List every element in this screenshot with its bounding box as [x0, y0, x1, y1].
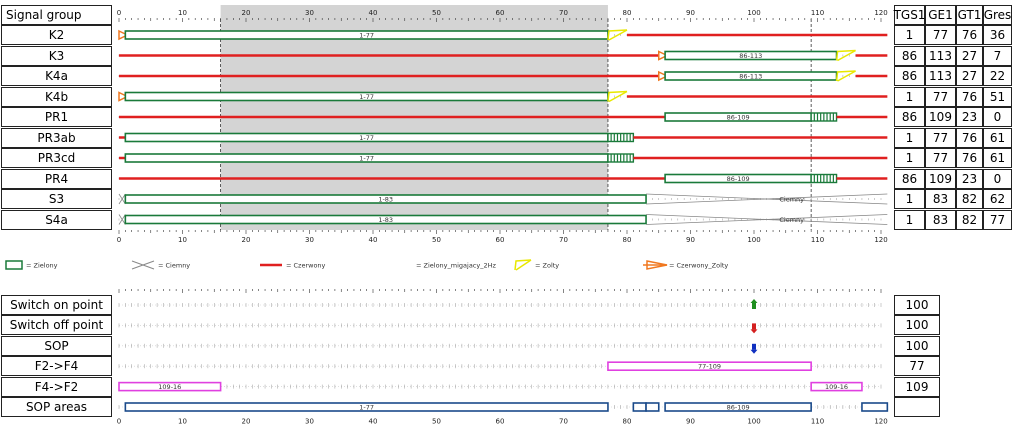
axis-label-lower: 30 [305, 417, 314, 426]
table-header-2: GT1 [956, 5, 983, 25]
axis-label-bottom: 50 [432, 236, 441, 244]
axis-label-bottom: 10 [178, 236, 187, 244]
table-header-0: TGS1 [894, 5, 925, 25]
axis-label-lower: 0 [116, 417, 122, 426]
signal-value-3: 22 [983, 66, 1012, 86]
axis-label-top: 110 [810, 9, 825, 17]
segment-label: Ciemny [779, 216, 805, 224]
axis-label-lower: 20 [241, 417, 251, 426]
axis-label-bottom: 20 [241, 236, 251, 244]
segment-label: 1-77 [359, 134, 375, 142]
signal-value-0: 1 [894, 87, 925, 107]
signal-value-0: 86 [894, 169, 925, 189]
axis-label-lower: 80 [622, 417, 632, 426]
signal-group-label: PR3ab [1, 128, 112, 148]
signal-value-0: 1 [894, 25, 925, 45]
signal-value-3: 77 [983, 210, 1012, 230]
signal-value-3: 0 [983, 169, 1012, 189]
legend-label: = Ciemny [158, 261, 191, 270]
table-header-3: Gres [983, 5, 1012, 25]
axis-label-top: 60 [495, 9, 505, 17]
signal-group-label: K3 [1, 46, 112, 66]
signal-value-1: 77 [925, 128, 956, 148]
axis-label-bottom: 30 [305, 236, 314, 244]
axis-label-lower: 70 [559, 417, 568, 426]
segment-label: 1-83 [378, 195, 394, 204]
sop-bar-label: 86-109 [726, 403, 750, 412]
signal-value-2: 76 [956, 25, 983, 45]
sop-marker-arrow [751, 299, 758, 303]
signal-value-0: 1 [894, 128, 925, 148]
axis-label-bottom: 0 [116, 236, 122, 244]
axis-label-top: 70 [559, 9, 568, 17]
sop-row-label: Switch off point [1, 315, 112, 335]
signal-value-0: 86 [894, 107, 925, 127]
segment-label: 1-83 [378, 216, 394, 224]
axis-label-bottom: 40 [368, 236, 378, 244]
sop-row-label: SOP areas [1, 397, 112, 417]
axis-label-top: 90 [686, 9, 695, 17]
sop-row-label: Switch on point [1, 295, 112, 315]
sop-row-value: 100 [894, 295, 940, 315]
legend-label: = Zielony [26, 261, 58, 270]
sop-bar-label: 109-16 [158, 383, 182, 392]
signal-value-1: 109 [925, 107, 956, 127]
header-signal-group: Signal group [1, 5, 112, 25]
table-header-1: GE1 [925, 5, 956, 25]
legend-label: = Zolty [535, 261, 560, 270]
signal-group-label: K2 [1, 25, 112, 45]
axis-label-top: 50 [432, 9, 441, 17]
sop-bar [646, 403, 659, 411]
axis-label-top: 100 [747, 9, 761, 17]
legend-flash-icon [388, 261, 412, 269]
signal-value-3: 7 [983, 46, 1012, 66]
signal-value-3: 0 [983, 107, 1012, 127]
axis-label-top: 20 [241, 9, 251, 17]
axis-label-top: 120 [874, 9, 888, 17]
signal-group-label: PR3cd [1, 148, 112, 168]
signal-group-label: K4b [1, 87, 112, 107]
signal-group-label: S3 [1, 189, 112, 209]
segment-label: 86-113 [739, 72, 763, 81]
segment-label: 86-109 [726, 175, 750, 183]
signal-value-2: 23 [956, 169, 983, 189]
signal-value-0: 1 [894, 189, 925, 209]
signal-value-3: 36 [983, 25, 1012, 45]
segment-label: 86-109 [726, 113, 750, 122]
signal-value-1: 113 [925, 66, 956, 86]
axis-label-bottom: 110 [810, 236, 825, 244]
axis-label-lower: 90 [686, 417, 695, 426]
sop-marker-icon [752, 344, 756, 350]
axis-label-lower: 60 [495, 417, 505, 426]
signal-value-3: 62 [983, 189, 1012, 209]
sop-row-label: F4->F2 [1, 377, 112, 397]
axis-label-top: 40 [368, 9, 378, 17]
sop-row-label: SOP [1, 336, 112, 356]
segment-label: 1-77 [359, 93, 375, 101]
signal-value-1: 113 [925, 46, 956, 66]
sop-marker-icon [752, 303, 756, 309]
legend-label: = Zielony_migajacy_2Hz [416, 261, 496, 270]
signal-value-2: 76 [956, 148, 983, 168]
sop-marker-arrow [751, 350, 758, 354]
sop-marker-arrow [751, 329, 758, 333]
signal-value-0: 86 [894, 66, 925, 86]
sop-bar [633, 403, 646, 411]
signal-value-2: 76 [956, 87, 983, 107]
signal-value-1: 83 [925, 189, 956, 209]
sop-row-label: F2->F4 [1, 356, 112, 376]
axis-label-lower: 120 [874, 417, 888, 426]
sop-row-value: 100 [894, 336, 940, 356]
axis-label-bottom: 70 [559, 236, 568, 244]
sop-bar-label: 109-16 [825, 383, 849, 392]
legend-label: = Czerwony [286, 261, 326, 270]
sop-row-value: 100 [894, 315, 940, 335]
axis-label-top: 0 [116, 9, 122, 17]
signal-value-2: 76 [956, 128, 983, 148]
axis-label-bottom: 120 [874, 236, 888, 244]
signal-value-2: 27 [956, 46, 983, 66]
segment-label: 1-77 [359, 31, 375, 40]
signal-value-1: 77 [925, 87, 956, 107]
axis-label-lower: 100 [747, 417, 761, 426]
sop-marker-icon [752, 323, 756, 329]
axis-label-bottom: 90 [686, 236, 695, 244]
legend-label: = Czerwony_Zolty [669, 261, 729, 270]
axis-label-top: 80 [622, 9, 632, 17]
signal-value-1: 109 [925, 169, 956, 189]
signal-group-label: PR1 [1, 107, 112, 127]
segment-label: 1-77 [359, 154, 375, 163]
sop-row-value: 77 [894, 356, 940, 376]
signal-value-2: 82 [956, 189, 983, 209]
signal-group-label: K4a [1, 66, 112, 86]
axis-label-lower: 40 [368, 417, 378, 426]
legend-green-icon [6, 261, 22, 269]
signal-value-1: 77 [925, 25, 956, 45]
signal-value-3: 61 [983, 148, 1012, 168]
signal-value-0: 86 [894, 46, 925, 66]
axis-label-top: 10 [178, 9, 187, 17]
axis-label-lower: 50 [432, 417, 441, 426]
axis-label-lower: 110 [810, 417, 825, 426]
sop-bar-label: 1-77 [359, 403, 375, 412]
signal-group-label: PR4 [1, 169, 112, 189]
axis-label-lower: 10 [178, 417, 187, 426]
signal-value-3: 51 [983, 87, 1012, 107]
sop-bar [862, 403, 887, 411]
sop-bar-label: 77-109 [698, 362, 722, 371]
signal-value-0: 1 [894, 210, 925, 230]
sop-row-value: 109 [894, 377, 940, 397]
signal-value-2: 23 [956, 107, 983, 127]
axis-label-bottom: 60 [495, 236, 505, 244]
signal-value-2: 82 [956, 210, 983, 230]
segment-label: 86-113 [739, 52, 763, 60]
axis-label-top: 30 [305, 9, 314, 17]
axis-label-bottom: 80 [622, 236, 632, 244]
signal-value-1: 77 [925, 148, 956, 168]
signal-group-label: S4a [1, 210, 112, 230]
segment-label: Ciemny [779, 195, 805, 204]
signal-value-1: 83 [925, 210, 956, 230]
axis-label-bottom: 100 [747, 236, 761, 244]
signal-value-2: 27 [956, 66, 983, 86]
signal-value-3: 61 [983, 128, 1012, 148]
signal-value-0: 1 [894, 148, 925, 168]
